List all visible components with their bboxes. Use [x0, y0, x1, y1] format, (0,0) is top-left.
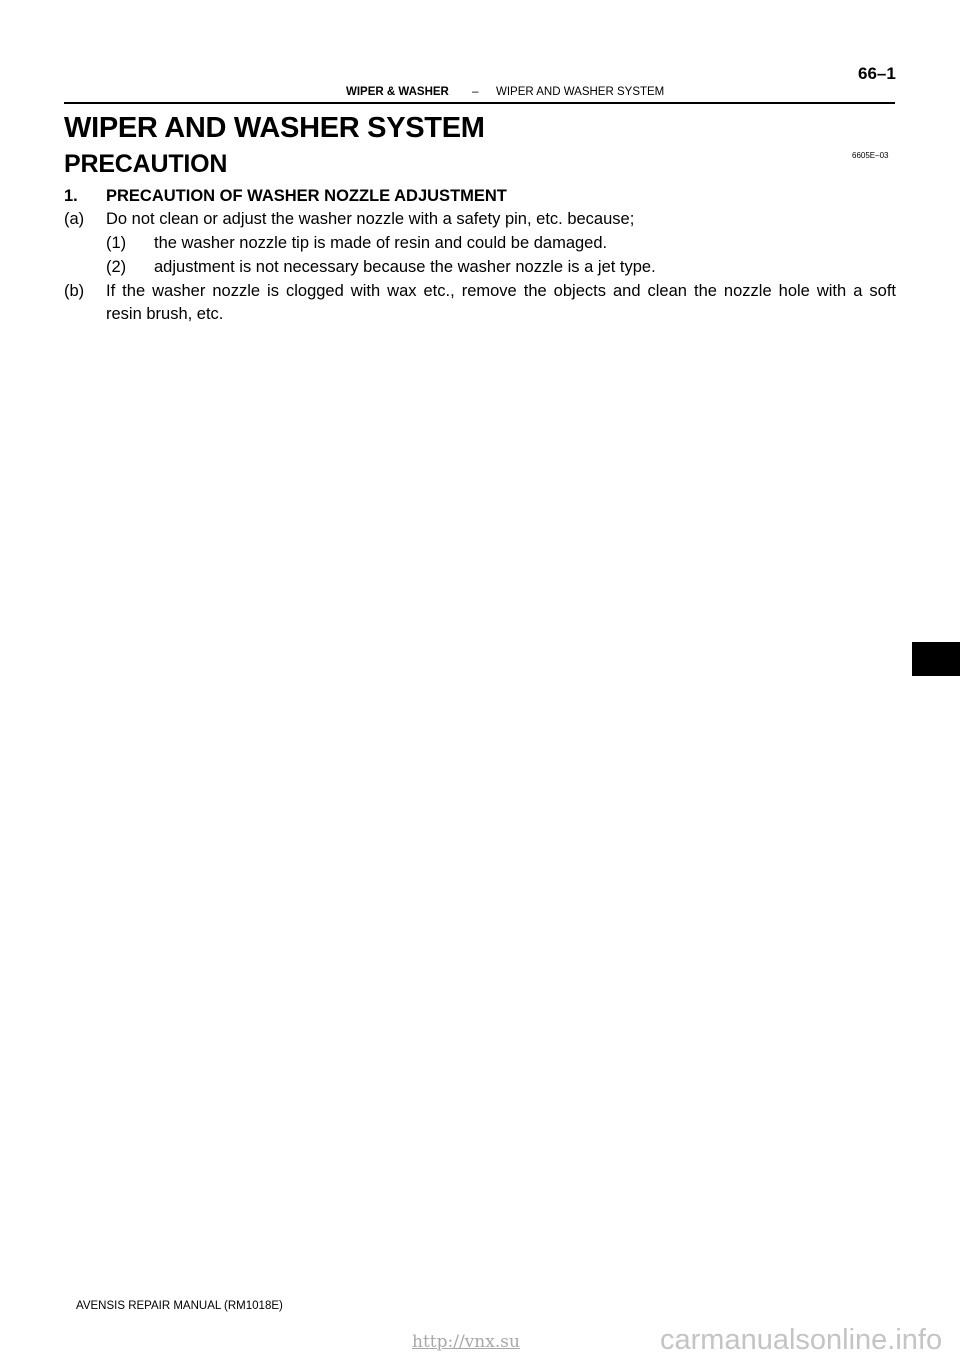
- page-title: WIPER AND WASHER SYSTEM: [64, 112, 485, 144]
- header-section-label: WIPER & WASHER: [346, 86, 449, 98]
- step-title: PRECAUTION OF WASHER NOZZLE ADJUSTMENT: [106, 187, 507, 205]
- item-a-label: (a): [64, 210, 85, 228]
- header-subsection-label: WIPER AND WASHER SYSTEM: [496, 86, 665, 98]
- chapter-tab-marker: [912, 642, 960, 676]
- subitem-1-label: (1): [106, 234, 127, 252]
- item-a-text: Do not clean or adjust the washer nozzle with a safety pin, etc. because;: [106, 210, 635, 228]
- header-rule: [64, 102, 895, 104]
- document-code: 6605E–03: [852, 151, 889, 160]
- section-heading: PRECAUTION: [64, 150, 228, 178]
- subitem-1-text: the washer nozzle tip is made of resin and could be damaged.: [154, 234, 608, 252]
- header-separator: –: [472, 86, 479, 98]
- item-b-label: (b): [64, 282, 85, 300]
- watermark-carmanualsonline: carmanualsonline.info: [660, 1324, 943, 1356]
- item-b-text-line2: resin brush, etc.: [106, 305, 224, 323]
- watermark-vnx-link[interactable]: http://vnx.su: [412, 1332, 520, 1352]
- item-b-text-line1: If the washer nozzle is clogged with wax etc., remove the objects and clean the nozzle hole with a soft: [106, 282, 896, 300]
- page-number: 66–1: [858, 64, 896, 83]
- step-number: 1.: [64, 187, 78, 205]
- footer-manual-id: AVENSIS REPAIR MANUAL (RM1018E): [76, 1300, 283, 1312]
- subitem-2-text: adjustment is not necessary because the washer nozzle is a jet type.: [154, 258, 656, 276]
- subitem-2-label: (2): [106, 258, 127, 276]
